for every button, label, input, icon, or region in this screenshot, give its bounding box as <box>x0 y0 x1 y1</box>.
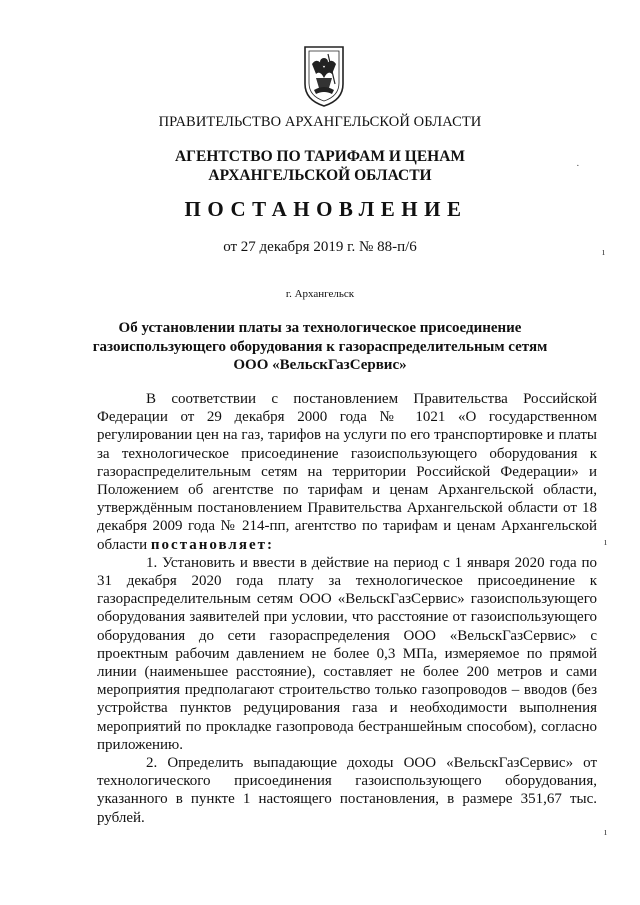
scan-artifact-icon: ı <box>602 246 606 258</box>
agency-line-2: АРХАНГЕЛЬСКОЙ ОБЛАСТИ <box>208 167 432 184</box>
document-date-number: от 27 декабря 2019 г. № 88-п/6 <box>223 239 417 255</box>
coat-of-arms-icon <box>302 44 346 108</box>
document-body <box>97 390 597 827</box>
document-city: г. Архангельск <box>285 288 355 300</box>
subject-line-1: Об установлении платы за технологическое присоединение <box>118 320 522 336</box>
agency-name <box>0 147 640 185</box>
document-type: ПОСТАНОВЛЕНИЕ <box>184 197 468 221</box>
subject-line-3: ООО «ВельскГазСервис» <box>233 357 407 373</box>
subject-line-2: газоиспользующего оборудования к газораспределительным сетям <box>92 338 548 355</box>
agency-line-1: АГЕНТСТВО ПО ТАРИФАМ И ЦЕНАМ <box>174 148 466 165</box>
scan-artifact-icon: · <box>576 160 580 172</box>
scan-artifact-icon: ı <box>604 536 608 548</box>
scan-artifact-icon: ı <box>604 826 608 838</box>
government-name: ПРАВИТЕЛЬСТВО АРХАНГЕЛЬСКОЙ ОБЛАСТИ <box>158 114 482 130</box>
preamble-paragraph <box>97 390 597 554</box>
preamble-text: В соответствии с постановлением Правительства Российской Федерации от 29 декабря 2000 года № 1021 «О государственном регулировании цен на газ, тарифов на услуги по его транспортировке и платы за технологическое присоединение газоиспользующего оборудования к газораспределительным сетям на территории Российской Федерации» и Положением об агентстве по тарифам и ценам Архангельской области, утверждённым постановлением Правительства Архангельской области от 18 декабря 2009 года № 214-пп, агентство по тарифам и ценам Архангельской области <box>97 391 597 553</box>
item-2-paragraph: 2. Определить выпадающие доходы ООО «ВельскГазСервис» от технологического присоединения газоиспользующего оборудования, указанного в пункте 1 настоящего постановления, в размере 351,67 тыс. рублей. <box>97 755 597 826</box>
decree-word: постановляет: <box>150 536 274 553</box>
document-subject <box>0 319 640 375</box>
item-1-paragraph: 1. Установить и ввести в действие на период с 1 января 2020 года по 31 декабря 2020 года плату за технологическое присоединение к газораспределительным сетям ООО «ВельскГазСервис» газоиспользующего оборудования заявителей при условии, что расстояние от газоиспользующего оборудования до сети газораспределения ООО «ВельскГазСервис» с проектным рабочим давлением не более 0,3 МПа, измеряемое по прямой линии (наименьшее расстояние), составляет не более 200 метров и сами мероприятия предполагают строительство только газопроводов – вводов (без устройства пунктов редуцирования газа и необходимости выполнения мероприятий по прокладке газопровода бестраншейным способом), согласно приложению. <box>97 554 597 753</box>
